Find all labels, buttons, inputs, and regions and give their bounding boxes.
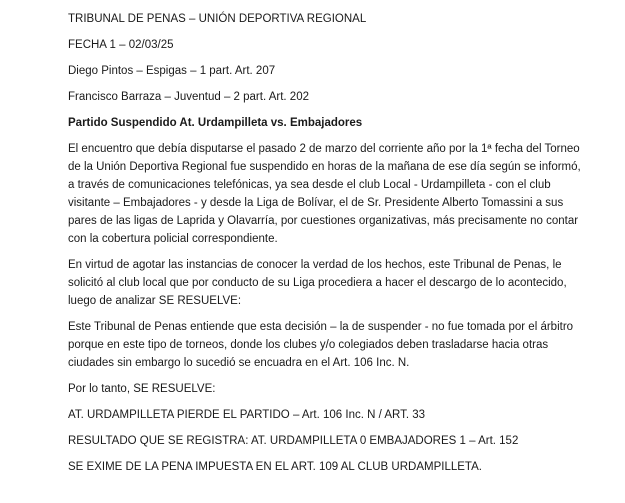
- resolve-intro: Por lo tanto, SE RESUELVE:: [68, 383, 216, 395]
- date-line: FECHA 1 – 02/03/25: [68, 39, 174, 51]
- body-paragraph: El encuentro que debía disputarse el pasado 2 de marzo del corriente año por la 1ª fecha del Torneo de la Unión Deportiva Regional fue suspendido en horas de la mañana de ese día según se informó, a través de comunicaciones telefónicas, ya sea desde el club Local - Urdampilleta - con el club visitante – Embajadores - y desde la Liga de Bolívar, el de Sr. Presidente Alberto Tomassini a sus pares de las ligas de Laprida y Olavarría, por cuestiones organizativas, más precisamente no contar con la cobertura policial correspondiente.: [68, 143, 581, 245]
- body-paragraph: Este Tribunal de Penas entiende que esta decisión – la de suspender - no fue tomada por el árbitro porque en este tipo de torneos, donde los clubes y/o colegiados deben trasladarse hacia otras ciudades sin embargo lo sucedió se encuadra en el Art. 106 Inc. N.: [68, 321, 574, 369]
- resolution-line: RESULTADO QUE SE REGISTRA: AT. URDAMPILLETA 0 EMBAJADORES 1 – Art. 152: [68, 435, 519, 447]
- resolution-line: AT. URDAMPILLETA PIERDE EL PARTIDO – Art. 106 Inc. N / ART. 33: [68, 409, 426, 421]
- sanction-line: Diego Pintos – Espigas – 1 part. Art. 207: [68, 65, 276, 77]
- case-title: Partido Suspendido At. Urdampilleta vs. Embajadores: [68, 117, 363, 129]
- body-paragraph: En virtud de agotar las instancias de conocer la verdad de los hechos, este Tribunal de Penas, le solicitó al club local que por conducto de su Liga procediera a hacer el descargo de lo acontecido, luego de analizar SE RESUELVE:: [68, 259, 567, 307]
- document-header: TRIBUNAL DE PENAS – UNIÓN DEPORTIVA REGIONAL: [68, 13, 367, 25]
- sanction-line: Francisco Barraza – Juventud – 2 part. Art. 202: [68, 91, 309, 103]
- resolution-line: SE EXIME DE LA PENA IMPUESTA EN EL ART. 109 AL CLUB URDAMPILLETA.: [68, 461, 482, 473]
